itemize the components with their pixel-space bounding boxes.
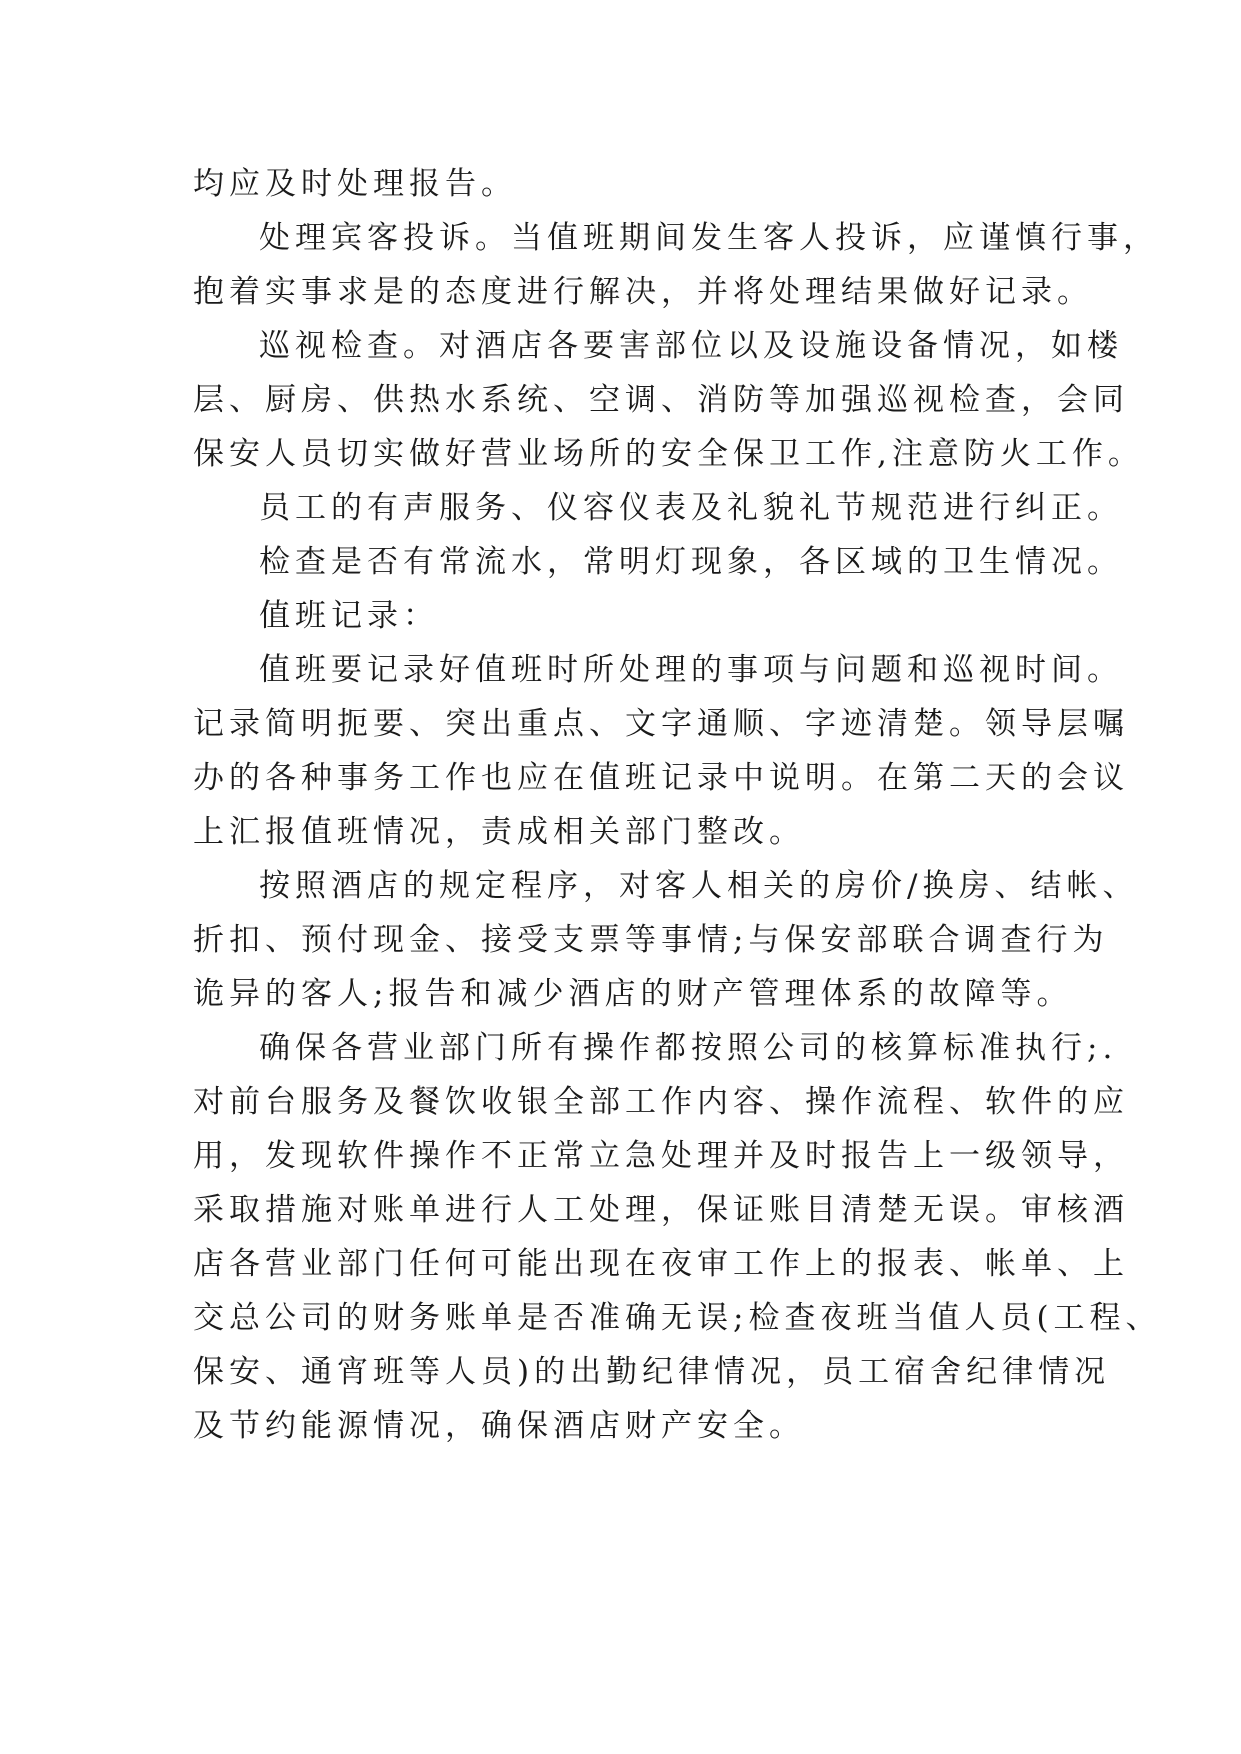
text-line: 及节约能源情况，确保酒店财产安全。 xyxy=(193,1408,805,1444)
text-line: 办的各种事务工作也应在值班记录中说明。在第二天的会议 xyxy=(193,760,1129,796)
text-line: 店各营业部门任何可能出现在夜审工作上的报表、帐单、上 xyxy=(193,1246,1129,1282)
text-line: 保安、通宵班等人员)的出勤纪律情况，员工宿舍纪律情况 xyxy=(193,1354,1111,1390)
text-line: 检查是否有常流水，常明灯现象，各区域的卫生情况。 xyxy=(259,544,1123,580)
text-line: 值班要记录好值班时所处理的事项与问题和巡视时间。 xyxy=(259,652,1123,688)
text-line: 均应及时处理报告。 xyxy=(193,166,517,202)
text-line: 折扣、预付现金、接受支票等事情;与保安部联合调查行为 xyxy=(193,922,1109,958)
text-line: 巡视检查。对酒店各要害部位以及设施设备情况，如楼 xyxy=(259,328,1123,364)
text-line: 保安人员切实做好营业场所的安全保卫工作,注意防火工作。 xyxy=(193,436,1144,472)
section-heading: 值班记录： xyxy=(259,598,439,634)
text-line: 用，发现软件操作不正常立急处理并及时报告上一级领导， xyxy=(193,1138,1129,1174)
text-line: 上汇报值班情况，责成相关部门整改。 xyxy=(193,814,805,850)
document-body xyxy=(193,157,1162,1453)
text-line: 处理宾客投诉。当值班期间发生客人投诉，应谨慎行事， xyxy=(259,220,1159,256)
text-line: 层、厨房、供热水系统、空调、消防等加强巡视检查，会同 xyxy=(193,382,1129,418)
text-line: 记录简明扼要、突出重点、文字通顺、字迹清楚。领导层嘱 xyxy=(193,706,1129,742)
text-line: 按照酒店的规定程序，对客人相关的房价/换房、结帐、 xyxy=(259,868,1139,904)
text-line: 采取措施对账单进行人工处理，保证账目清楚无误。审核酒 xyxy=(193,1192,1129,1228)
text-line: 抱着实事求是的态度进行解决，并将处理结果做好记录。 xyxy=(193,274,1093,310)
text-line: 诡异的客人;报告和减少酒店的财产管理体系的故障等。 xyxy=(193,976,1073,1012)
text-line: 确保各营业部门所有操作都按照公司的核算标准执行;. xyxy=(259,1030,1118,1066)
text-line: 交总公司的财务账单是否准确无误;检查夜班当值人员(工程、 xyxy=(193,1300,1162,1336)
text-line: 员工的有声服务、仪容仪表及礼貌礼节规范进行纠正。 xyxy=(259,490,1123,526)
text-line: 对前台服务及餐饮收银全部工作内容、操作流程、软件的应 xyxy=(193,1084,1129,1120)
